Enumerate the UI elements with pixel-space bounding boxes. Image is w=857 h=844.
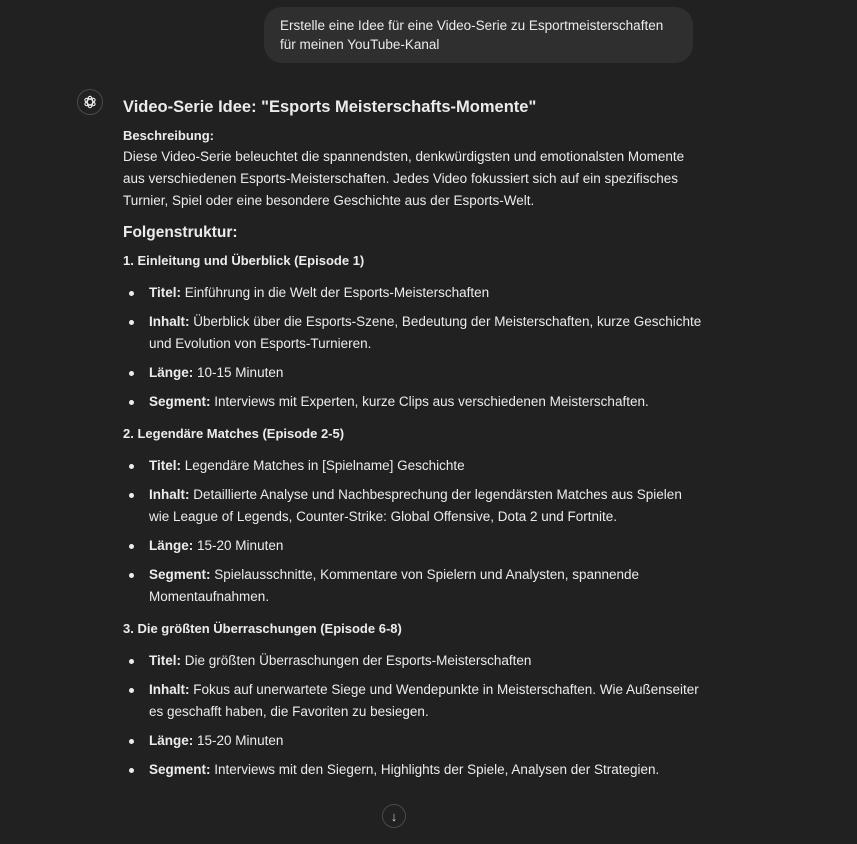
section-title-2: 2. Legendäre Matches (Episode 2-5): [123, 426, 345, 441]
description-label: Beschreibung:: [123, 128, 215, 143]
item-key: Segment:: [149, 762, 211, 777]
scroll-to-bottom-button[interactable]: [382, 804, 406, 828]
section-title-1: 1. Einleitung und Überblick (Episode 1): [123, 253, 365, 268]
item-text: Detaillierte Analyse und Nachbesprechung der legendärsten Matches aus Spielen wie League of Legends, Counter-Strike: Global Offensive, Dota 2 und Fortnite.: [149, 487, 682, 524]
item-key: Titel:: [149, 285, 182, 300]
list-item: [123, 564, 703, 608]
description-text: Diese Video-Serie beleuchtet die spannendsten, denkwürdigsten und emotionalsten Momente aus verschiedenen Esports-Meisterschaften. Jedes Video fokussiert sich auf ein spezifisches Turnier, Spiel oder eine besondere Geschichte aus der Esports-Welt.: [123, 149, 685, 208]
item-key: Länge:: [149, 538, 194, 553]
item-key: Länge:: [149, 365, 194, 380]
list-item: [123, 759, 703, 781]
user-message-text: Erstelle eine Idee für eine Video-Serie zu Esportmeisterschaften für meinen YouTube-Kanal: [280, 18, 664, 52]
item-key: Titel:: [149, 458, 182, 473]
item-key: Länge:: [149, 733, 194, 748]
item-text: 15-20 Minuten: [197, 733, 284, 748]
list-item: [123, 311, 703, 355]
item-text: Legendäre Matches in [Spielname] Geschichte: [184, 458, 465, 473]
assistant-message: [123, 95, 703, 791]
section-list-2: [123, 455, 703, 608]
list-item: [123, 535, 703, 557]
assistant-avatar: [77, 89, 103, 115]
list-item: [123, 679, 703, 723]
item-text: 10-15 Minuten: [197, 365, 284, 380]
item-text: 15-20 Minuten: [197, 538, 284, 553]
list-item: [123, 362, 703, 384]
item-text: Fokus auf unerwartete Siege und Wendepunkte in Meisterschaften. Wie Außenseiter es geschafft haben, die Favoriten zu besiegen.: [149, 682, 699, 719]
list-item: [123, 282, 703, 304]
item-text: Interviews mit Experten, kurze Clips aus verschiedenen Meisterschaften.: [214, 394, 649, 409]
item-text: Die größten Überraschungen der Esports-Meisterschaften: [184, 653, 532, 668]
item-text: Interviews mit den Siegern, Highlights der Spiele, Analysen der Strategien.: [214, 762, 660, 777]
list-item: [123, 391, 703, 413]
arrow-down-icon: ↓: [390, 808, 398, 824]
assistant-logo-icon: [82, 94, 98, 110]
section-list-1: [123, 282, 703, 413]
answer-title: Video-Serie Idee: "Esports Meisterschafts-Momente": [123, 98, 537, 116]
list-item: [123, 730, 703, 752]
user-message-bubble: [264, 7, 693, 63]
item-key: Inhalt:: [149, 487, 190, 502]
item-key: Inhalt:: [149, 314, 190, 329]
list-item: [123, 455, 703, 477]
list-item: [123, 484, 703, 528]
item-key: Inhalt:: [149, 682, 190, 697]
item-text: Überblick über die Esports-Szene, Bedeutung der Meisterschaften, kurze Geschichte und Evolution von Esports-Turnieren.: [149, 314, 702, 351]
structure-heading: Folgenstruktur:: [123, 224, 238, 241]
item-key: Segment:: [149, 394, 211, 409]
list-item: [123, 650, 703, 672]
item-text: Einführung in die Welt der Esports-Meisterschaften: [184, 285, 490, 300]
section-list-3: [123, 650, 703, 781]
item-key: Titel:: [149, 653, 182, 668]
section-title-3: 3. Die größten Überraschungen (Episode 6-8): [123, 621, 402, 636]
item-text: Spielausschnitte, Kommentare von Spielern und Analysten, spannende Momentaufnahmen.: [149, 567, 640, 604]
item-key: Segment:: [149, 567, 211, 582]
